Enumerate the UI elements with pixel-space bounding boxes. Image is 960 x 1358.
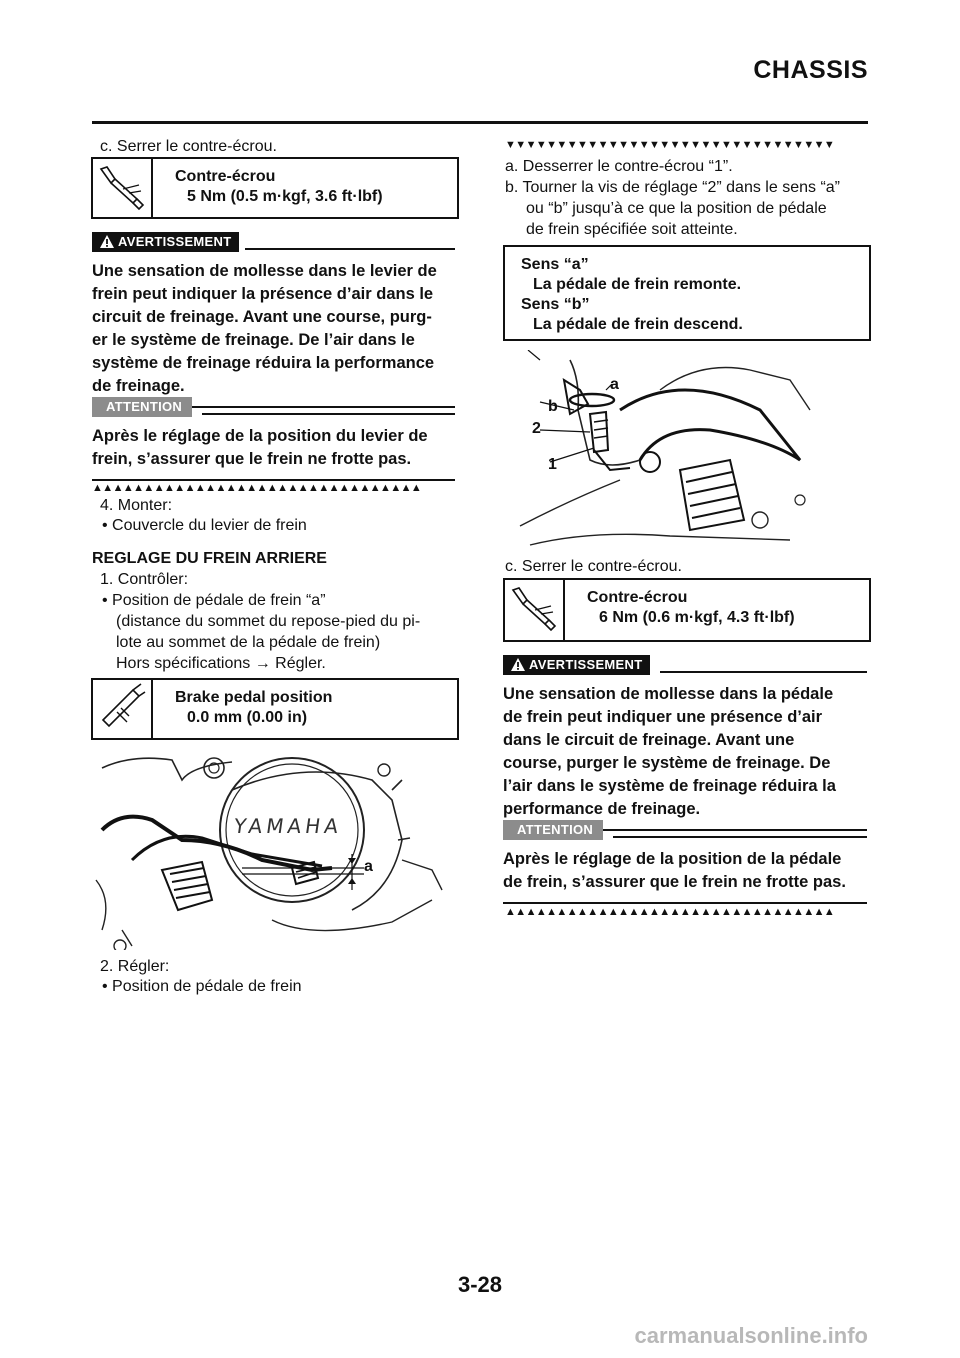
torque-wrench-icon <box>505 580 565 640</box>
warning-badge-1 <box>92 232 239 252</box>
warning2-line: performance de freinage. <box>503 800 701 818</box>
warning-block-1 <box>92 232 455 408</box>
warning1-line: er le système de freinage. De l’air dans le <box>92 331 415 349</box>
warning-badge-label-1: AVERTISSEMENT <box>118 234 232 249</box>
step-1-item: • Position de pédale de frein “a” <box>102 592 326 609</box>
warning-triangle-icon <box>510 657 526 672</box>
spec-box-brake-pedal <box>91 678 459 740</box>
header-rule <box>92 121 868 124</box>
step-a: a. Desserrer le contre-écrou “1”. <box>505 158 733 175</box>
attention-block-1 <box>92 397 455 481</box>
step-b-cont: ou “b” jusqu’à ce que la position de pédale <box>526 200 827 217</box>
fig1-label-a: a <box>364 858 373 875</box>
warning-badge-label-2: AVERTISSEMENT <box>529 657 643 672</box>
attention1-line: Après le réglage de la position du levier de <box>92 427 428 445</box>
step-b-cont: de frein spécifiée soit atteinte. <box>526 221 738 238</box>
sens-a-desc: La pédale de frein remonte. <box>533 276 742 293</box>
warning1-line: système de freinage réduira la performance <box>92 354 435 372</box>
spec2-value: 0.0 mm (0.00 in) <box>187 709 308 726</box>
figure-adjuster-screw <box>510 350 830 555</box>
attention-block-2 <box>503 820 867 904</box>
sens-a-label: Sens “a” <box>521 256 589 273</box>
spec3-value: 6 Nm (0.6 m·kgf, 4.3 ft·lbf) <box>599 609 795 626</box>
warning-block-2 <box>503 655 867 831</box>
warning1-line: de freinage. <box>92 377 185 395</box>
step-1-note: lote au sommet de la pédale de frein) <box>116 634 381 651</box>
section-title: REGLAGE DU FREIN ARRIERE <box>92 550 327 567</box>
step-b: b. Tourner la vis de réglage “2” dans le sens “a” <box>505 179 840 196</box>
spec-box-torque-2 <box>503 578 871 642</box>
warning2-line: l’air dans le système de freinage réduira la <box>503 777 836 795</box>
warning1-line: Une sensation de mollesse dans le levier de <box>92 262 437 280</box>
warning2-line: dans le circuit de freinage. Avant une <box>503 731 795 749</box>
watermark: carmanualsonline.info <box>634 1323 868 1348</box>
fig2-label-2: 2 <box>532 420 541 437</box>
warning-triangle-icon <box>99 234 115 249</box>
step-4: 4. Monter: <box>100 497 173 514</box>
warning2-line: Une sensation de mollesse dans la pédale <box>503 685 834 703</box>
spec-box-torque-1 <box>91 157 459 219</box>
step-c-left: c. Serrer le contre-écrou. <box>100 138 277 155</box>
attention2-line: de frein, s’assurer que le frein ne frotte pas. <box>503 873 846 891</box>
spec1-value: 5 Nm (0.5 m·kgf, 3.6 ft·lbf) <box>187 188 383 205</box>
torque-wrench-icon <box>93 159 153 217</box>
attention-badge-2: ATTENTION <box>503 820 603 840</box>
step-1: 1. Contrôler: <box>100 571 189 588</box>
page-number: 3-28 <box>457 1272 503 1297</box>
step-c-right: c. Serrer le contre-écrou. <box>505 558 682 575</box>
attention1-line: frein, s’assurer que le frein ne frotte pas. <box>92 450 412 468</box>
warning1-line: circuit de freinage. Avant une course, purg- <box>92 308 432 326</box>
warning2-line: course, purger le système de freinage. De <box>503 754 831 772</box>
spec3-name: Contre-écrou <box>587 589 688 606</box>
spec1-name: Contre-écrou <box>175 168 276 185</box>
caliper-icon <box>93 680 153 738</box>
step-1-note: (distance du sommet du repose-pied du pi- <box>116 613 421 630</box>
attention2-line: Après le réglage de la position de la pédale <box>503 850 842 868</box>
yamaha-logo: YAMAHA <box>232 814 344 838</box>
step-4-item: • Couvercle du levier de frein <box>102 517 307 534</box>
fig2-label-1: 1 <box>548 456 557 473</box>
warning-badge-2 <box>503 655 650 675</box>
end-marks-right: ▲▲▲▲▲▲▲▲▲▲▲▲▲▲▲▲▲▲▲▲▲▲▲▲▲▲▲▲▲▲▲▲ <box>505 906 835 918</box>
fig2-label-a: a <box>610 376 619 393</box>
fig2-label-b: b <box>548 398 558 415</box>
direction-box <box>503 245 871 341</box>
step-2: 2. Régler: <box>100 958 170 975</box>
attention-badge-1: ATTENTION <box>92 397 192 417</box>
step-1-note: Hors spécifications → Régler. <box>116 655 326 672</box>
start-marks-right: ▼▼▼▼▼▼▼▼▼▼▼▼▼▼▼▼▼▼▼▼▼▼▼▼▼▼▼▼▼▼▼▼ <box>505 139 835 151</box>
warning1-line: frein peut indiquer la présence d’air dans le <box>92 285 434 303</box>
page-title: CHASSIS <box>753 56 868 84</box>
sens-b-label: Sens “b” <box>521 296 590 313</box>
warning2-line: de frein peut indiquer une présence d’air <box>503 708 823 726</box>
figure-brake-pedal-cover <box>92 750 456 950</box>
spec2-name: Brake pedal position <box>175 689 333 706</box>
sens-b-desc: La pédale de frein descend. <box>533 316 743 333</box>
step-2-item: • Position de pédale de frein <box>102 978 302 995</box>
end-marks-left: ▲▲▲▲▲▲▲▲▲▲▲▲▲▲▲▲▲▲▲▲▲▲▲▲▲▲▲▲▲▲▲▲ <box>92 482 422 494</box>
